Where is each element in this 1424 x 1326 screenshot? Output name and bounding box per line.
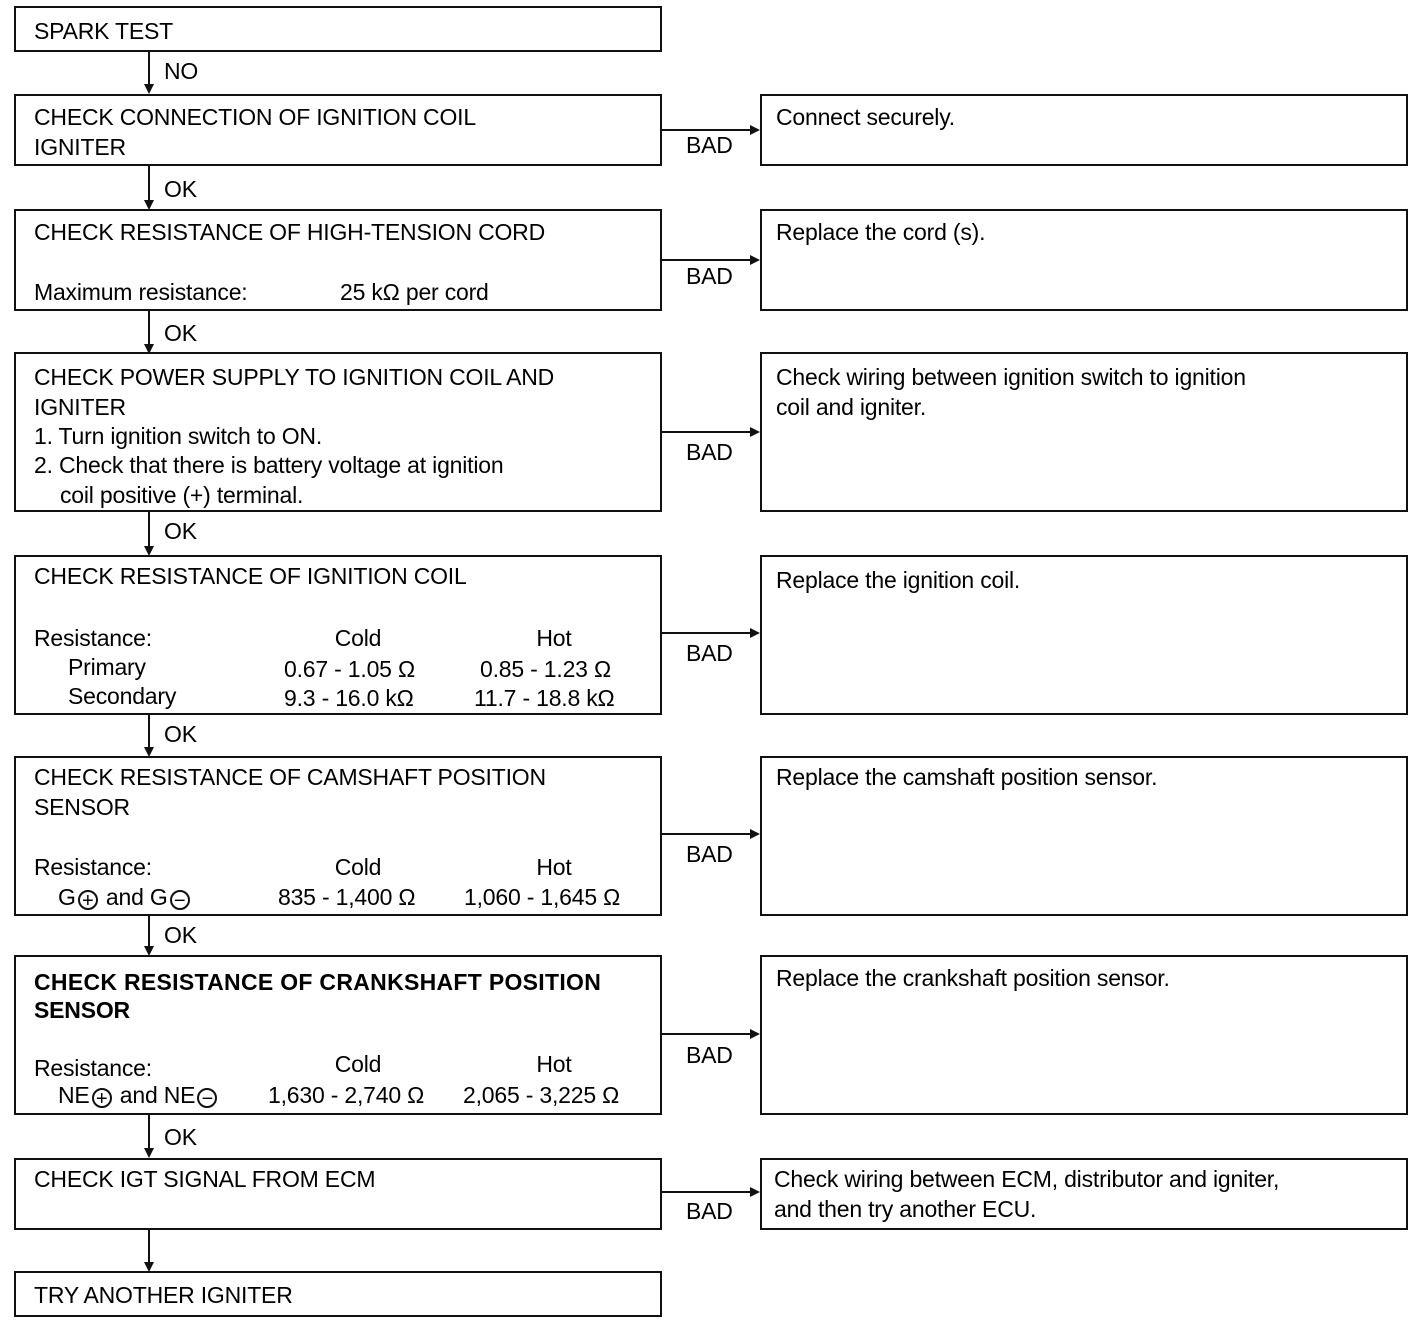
minus-circle-icon: − [197,1088,217,1108]
step-spark-test [14,6,662,52]
spec-value: 25 kΩ per cord [340,279,489,305]
action-text: Replace the crankshaft position sensor. [776,965,1170,991]
resistance-label: Resistance: [34,625,152,651]
bad-branch-line [662,1191,752,1193]
col-cold: Cold [334,625,382,651]
connector-label-ok: OK [164,518,197,544]
connector-label-bad: BAD [686,439,733,465]
connector-line [148,166,150,202]
resistance-hot-value: 1,060 - 1,645 Ω [464,884,621,910]
connector-line [148,512,150,548]
connector-line [148,311,150,347]
resistance-hot-value: 2,065 - 3,225 Ω [463,1082,620,1108]
step-check-high-tension-cord [14,209,662,311]
step-title: CHECK RESISTANCE OF HIGH-TENSION CORD [34,219,545,245]
step-title: SPARK TEST [34,18,174,44]
row-secondary-label: Secondary [68,683,177,709]
action-replace-crankshaft-sensor [760,955,1408,1115]
right-arrow [750,255,760,265]
action-replace-camshaft-sensor [760,756,1408,916]
terminal-g-label: G [149,884,168,910]
step-check-power-supply [14,352,662,512]
action-replace-ignition-coil [760,555,1408,715]
action-text-line1: Check wiring between ignition switch to ignition [776,364,1246,390]
connector-label-ok: OK [164,176,197,202]
right-arrow [750,1187,760,1197]
col-hot: Hot [536,1051,572,1077]
connector-label-no: NO [164,58,199,84]
connector-label-bad: BAD [686,841,733,867]
action-check-wiring-ecm [760,1158,1408,1230]
step-title-line2: SENSOR [34,997,130,1023]
action-text-line2: coil and igniter. [776,394,927,420]
bad-branch-line [662,1033,752,1035]
and-label: and [105,884,144,910]
terminal-pair [58,882,192,912]
step-check-igt-signal [14,1158,662,1230]
step-title-line1: CHECK RESISTANCE OF CAMSHAFT POSITION [34,764,546,790]
right-arrow [750,628,760,638]
step-title-line1: CHECK RESISTANCE OF CRANKSHAFT POSITION [34,969,602,995]
action-check-wiring-switch [760,352,1408,512]
connector-label-bad: BAD [686,640,733,666]
right-arrow [750,1029,760,1039]
terminal-g-label: G [58,884,76,910]
right-arrow [750,125,760,135]
step-title: TRY ANOTHER IGNITER [34,1282,293,1308]
connector-label-bad: BAD [686,263,733,289]
procedure-step-2-cont: coil positive (+) terminal. [60,482,304,508]
spec-label: Maximum resistance: [34,279,248,305]
row-primary-hot: 0.85 - 1.23 Ω [480,656,611,682]
right-arrow [750,829,760,839]
step-title-line2: IGNITER [34,134,126,160]
bad-branch-line [662,833,752,835]
action-text: Replace the cord (s). [776,219,986,245]
step-check-crankshaft-sensor [14,955,662,1115]
procedure-step-1: 1. Turn ignition switch to ON. [34,423,323,449]
step-title-line2: SENSOR [34,794,130,820]
step-title: CHECK RESISTANCE OF IGNITION COIL [34,563,467,589]
connector-line [148,715,150,749]
action-text-line1: Check wiring between ECM, distributor and igniter, [774,1166,1280,1192]
right-arrow [750,427,760,437]
step-title-line2: IGNITER [34,394,126,420]
connector-line [148,916,150,948]
bad-branch-line [662,632,752,634]
row-primary-label: Primary [68,654,146,680]
down-arrow [144,1148,154,1158]
action-text: Replace the camshaft position sensor. [776,764,1158,790]
action-text: Replace the ignition coil. [776,567,1021,593]
col-cold: Cold [334,854,382,880]
resistance-cold-value: 835 - 1,400 Ω [278,884,416,910]
connector-line [148,1115,150,1151]
connector-label-ok: OK [164,1124,197,1150]
connector-label-ok: OK [164,721,197,747]
connector-label-bad: BAD [686,1198,733,1224]
step-title-line1: CHECK CONNECTION OF IGNITION COIL [34,104,476,130]
connector-label-ok: OK [164,320,197,346]
connector-label-bad: BAD [686,132,733,158]
terminal-ne-label: NE [58,1082,90,1108]
bad-branch-line [662,431,752,433]
minus-circle-icon: − [170,890,190,910]
row-primary-cold: 0.67 - 1.05 Ω [284,656,415,682]
connector-line [148,52,150,86]
terminal-pair [58,1080,219,1110]
and-label: and [119,1082,158,1108]
step-try-another-igniter [14,1271,662,1317]
action-text-line2: and then try another ECU. [774,1196,1037,1222]
action-connect-securely [760,94,1408,166]
step-title-line1: CHECK POWER SUPPLY TO IGNITION COIL AND [34,364,555,390]
resistance-label: Resistance: [34,854,152,880]
row-secondary-hot: 11.7 - 18.8 kΩ [474,685,615,711]
step-title: CHECK IGT SIGNAL FROM ECM [34,1166,376,1192]
plus-circle-icon: + [92,1088,112,1108]
connector-line [148,1230,150,1264]
resistance-label: Resistance: [34,1055,152,1081]
row-secondary-cold: 9.3 - 16.0 kΩ [284,685,414,711]
connector-label-ok: OK [164,922,197,948]
step-check-connection [14,94,662,166]
procedure-step-2: 2. Check that there is battery voltage at ignition [34,452,504,478]
step-check-ignition-coil [14,555,662,715]
action-replace-cord [760,209,1408,311]
col-hot: Hot [536,854,572,880]
down-arrow [144,84,154,94]
col-cold: Cold [334,1051,382,1077]
col-hot: Hot [536,625,572,651]
resistance-cold-value: 1,630 - 2,740 Ω [268,1082,425,1108]
connector-label-bad: BAD [686,1042,733,1068]
step-check-camshaft-sensor [14,756,662,916]
action-text: Connect securely. [776,104,955,130]
terminal-ne-label: NE [163,1082,196,1108]
plus-circle-icon: + [78,890,98,910]
